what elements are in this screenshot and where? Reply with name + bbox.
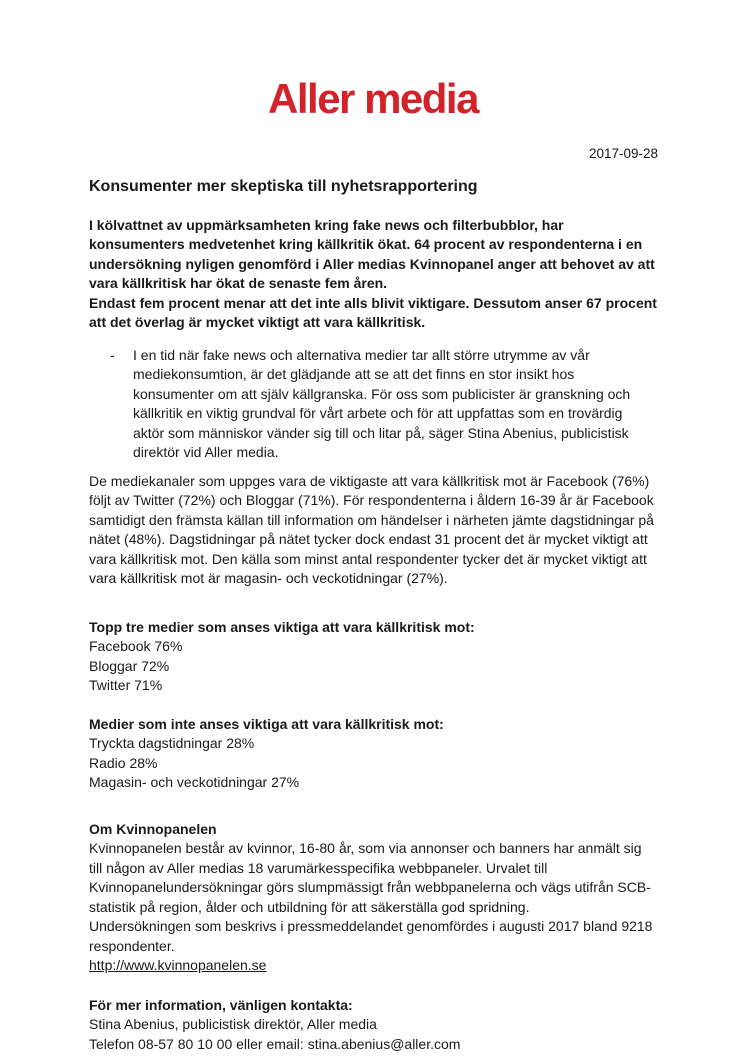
contact-section [89,996,658,1055]
kvinnopanelen-link[interactable]: http://www.kvinnopanelen.se [89,957,267,974]
intro-paragraph-2: Endast fem procent menar att det inte alls blivit viktigare. Dessutom anser 67 procent att det överlag är mycket viktigt att vara källkritisk. [89,294,657,331]
bullet-dash-marker: - [110,346,115,363]
top-media-list-heading: Topp tre medier som anses viktiga att vara källkritisk mot: [89,618,475,635]
about-paragraph-1: Kvinnopanelen består av kvinnor, 16-80 år, som via annonser och banners har anmält sig till någon av Aller medias 18 varumärkesspecifika webbpaneler. Urvalet till Kvinnopanelundersökningar görs slumpmässigt från webbpanelerna och vägs utifrån SCB-statistik på region, ålder och utbildning för att säkerställa god spridning. [89,840,651,915]
intro-section [89,216,658,333]
list-item-magasin: Magasin- och veckotidningar 27% [89,774,300,791]
page-title: Konsumenter mer skeptiska till nyhetsrapportering [89,177,478,195]
about-paragraph-2: Undersökningen som beskrivs i pressmeddelandet genomfördes i augusti 2017 bland 9218 respondenter. [89,918,653,954]
quote-bullet-item [89,346,658,463]
document-date: 2017-09-28 [588,146,658,162]
quote-text: I en tid när fake news och alternativa medier tar allt större utrymme av vår mediekonsumtion, är det glädjande att se att det finns en stor insikt hos konsumenter om att själv källgranska. För oss som publicister är granskning och källkritik en viktig grundval för vårt arbete och för att uppfattas som en trovärdig aktör som människor vänder sig till och litar på, säger Stina Abenius, publicistisk direktör vid Aller media. [133,346,631,461]
bottom-media-list-heading: Medier som inte anses viktiga att vara källkritisk mot: [89,715,444,732]
about-kvinnopanelen-section [89,820,658,976]
list-item-radio: Radio 28% [89,754,158,771]
contact-phone-email-line: Telefon 08-57 80 10 00 eller email: stina.abenius@aller.com [89,1035,461,1052]
list-item-twitter: Twitter 71% [89,677,163,694]
statistics-paragraph: De mediekanaler som uppges vara de viktigaste att vara källkritisk mot är Facebook (76%) följt av Twitter (72%) och Bloggar (71%). För respondenterna i åldern 16-39 år är Facebook samtidigt den främsta källan till information om händelser i närheten jämte dagstidningar på nätet (48%). Dagstidningar på nätet tycker dock endast 31 procent det är mycket viktigt att vara källkritisk mot. Den källa som minst antal respondenter tycker det är mycket viktigt att vara källkritisk mot är magasin- och veckotidningar (27%). [89,472,654,587]
document-content [0,144,746,1054]
about-heading: Om Kvinnopanelen [89,820,217,837]
list-item-facebook: Facebook 76% [89,638,183,655]
list-item-tryckta-dagstidningar: Tryckta dagstidningar 28% [89,735,255,752]
intro-paragraph-1: I kölvattnet av uppmärksamheten kring fake news och filterbubblor, har konsumenters medvetenhet kring källkritik ökat. 64 procent av respondenterna i en undersökning nyligen genomförd i Aller medias Kvinnopanel anger att behovet av att vara källkritisk har ökat de senaste fem åren. [89,216,655,292]
aller-media-logo: Aller media [268,75,478,122]
list-item-bloggar: Bloggar 72% [89,657,170,674]
contact-person-line: Stina Abenius, publicistisk direktör, Aller media [89,1016,377,1033]
contact-heading: För mer information, vänligen kontakta: [89,996,353,1013]
top-media-list [89,618,658,696]
kvinnopanelen-link-line [89,956,658,976]
bottom-media-list [89,715,658,793]
